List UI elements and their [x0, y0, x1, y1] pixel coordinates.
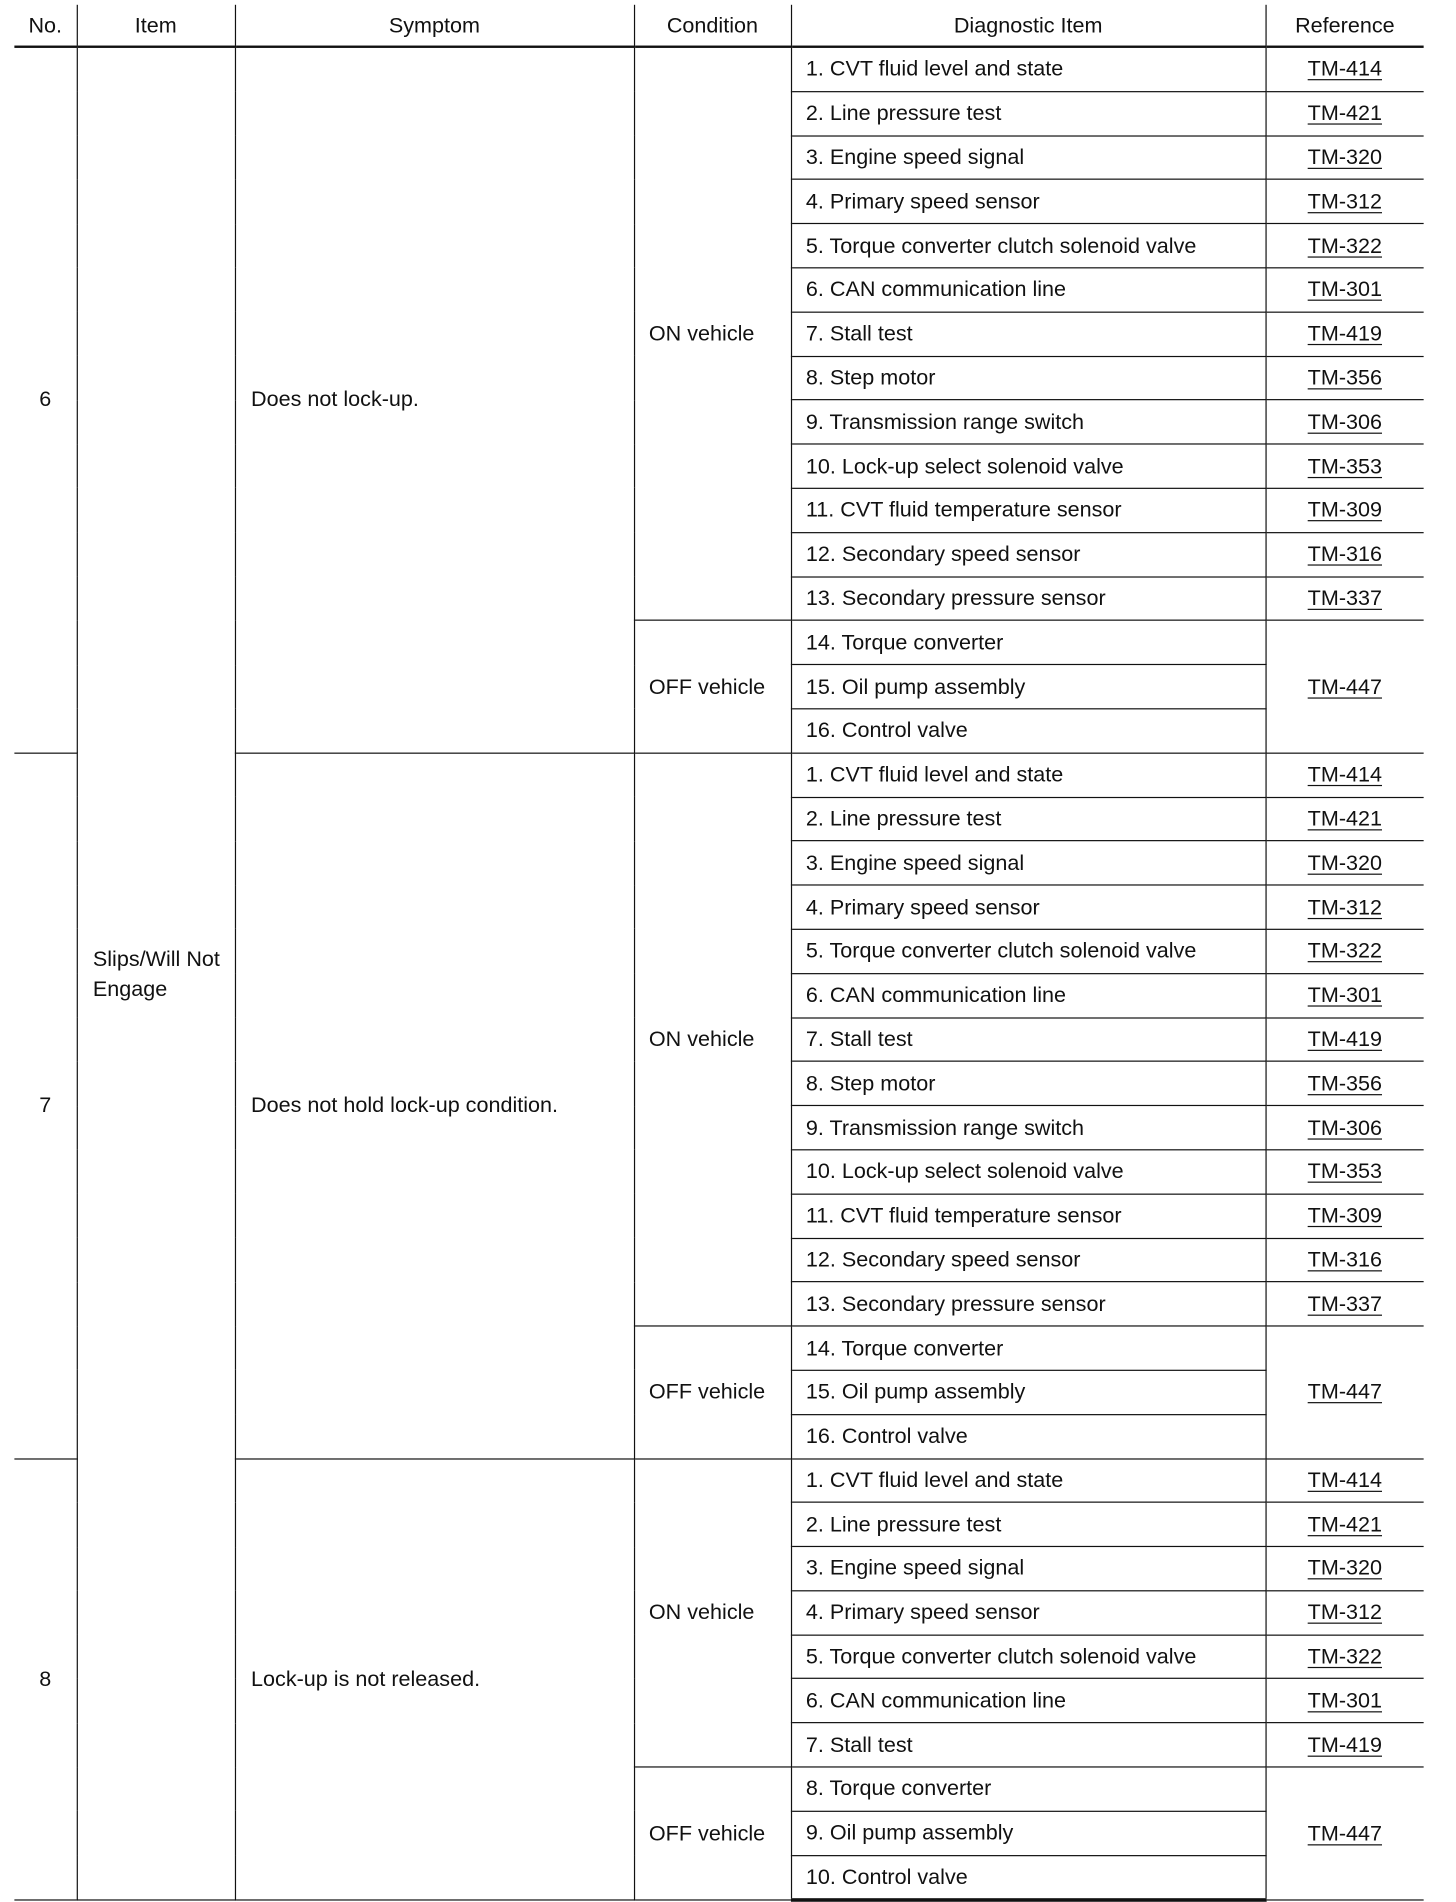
reference-cell [1265, 797, 1423, 841]
diagnostic-item-cell: 4. Primary speed sensor [791, 180, 1266, 224]
diagnostic-item-cell: 9. Transmission range switch [791, 1106, 1266, 1150]
diagnostic-item-cell: 13. Secondary pressure sensor [791, 576, 1266, 620]
reference-cell [1265, 136, 1423, 180]
reference-cell [1265, 576, 1423, 620]
reference-link[interactable]: TM-337 [1307, 1291, 1382, 1316]
diagnostic-item-cell: 9. Transmission range switch [791, 400, 1266, 444]
reference-cell [1265, 400, 1423, 444]
reference-cell [1265, 1150, 1423, 1194]
reference-link[interactable]: TM-309 [1307, 1203, 1382, 1228]
reference-link[interactable]: TM-306 [1307, 1115, 1382, 1140]
header-diagnostic-item: Diagnostic Item [791, 5, 1266, 47]
diagnostic-item-cell: 8. Step motor [791, 356, 1266, 400]
reference-cell [1265, 973, 1423, 1017]
header-symptom: Symptom [235, 5, 634, 47]
diagnostic-item-cell: 15. Oil pump assembly [791, 665, 1266, 709]
reference-link[interactable]: TM-312 [1307, 189, 1382, 214]
reference-link[interactable]: TM-322 [1307, 233, 1382, 258]
diagnostic-item-cell: 12. Secondary speed sensor [791, 532, 1266, 576]
reference-link[interactable]: TM-316 [1307, 541, 1382, 566]
reference-cell [1265, 180, 1423, 224]
diagnostic-item-cell: 3. Engine speed signal [791, 841, 1266, 885]
reference-cell [1265, 1591, 1423, 1635]
reference-link[interactable]: TM-301 [1307, 982, 1382, 1007]
reference-cell [1265, 1194, 1423, 1238]
reference-link[interactable]: TM-306 [1307, 409, 1382, 434]
header-no: No. [14, 5, 76, 47]
reference-cell [1265, 1017, 1423, 1061]
header-condition: Condition [634, 5, 791, 47]
reference-cell [1265, 1767, 1423, 1900]
reference-link[interactable]: TM-322 [1307, 1644, 1382, 1669]
reference-cell [1265, 1326, 1423, 1458]
diagnostic-item-cell: 15. Oil pump assembly [791, 1370, 1266, 1414]
diagnostic-item-cell: 5. Torque converter clutch solenoid valve [791, 224, 1266, 268]
reference-link[interactable]: TM-301 [1307, 1688, 1382, 1713]
reference-cell [1265, 885, 1423, 929]
reference-cell [1265, 1547, 1423, 1591]
condition-cell: OFF vehicle [634, 1767, 791, 1900]
diagnostic-item-cell: 3. Engine speed signal [791, 136, 1266, 180]
reference-link[interactable]: TM-301 [1307, 277, 1382, 302]
diagnostic-item-cell: 2. Line pressure test [791, 1502, 1266, 1546]
reference-cell [1265, 532, 1423, 576]
reference-link[interactable]: TM-421 [1307, 1511, 1382, 1536]
diagnostic-item-cell: 12. Secondary speed sensor [791, 1238, 1266, 1282]
reference-cell [1265, 268, 1423, 312]
table-row [14, 47, 1423, 92]
reference-link[interactable]: TM-414 [1307, 1467, 1382, 1492]
condition-cell: ON vehicle [634, 753, 791, 1326]
header-item: Item [77, 5, 235, 47]
reference-cell [1265, 1062, 1423, 1106]
reference-link[interactable]: TM-414 [1307, 56, 1382, 81]
diagnostic-item-cell: 9. Oil pump assembly [791, 1811, 1266, 1855]
reference-cell [1265, 488, 1423, 532]
diagnostic-item-cell: 10. Lock-up select solenoid valve [791, 1150, 1266, 1194]
reference-link[interactable]: TM-356 [1307, 1070, 1382, 1095]
reference-cell [1265, 1458, 1423, 1502]
condition-cell: ON vehicle [634, 1458, 791, 1767]
reference-cell [1265, 621, 1423, 753]
reference-link[interactable]: TM-447 [1307, 674, 1382, 699]
reference-link[interactable]: TM-353 [1307, 1159, 1382, 1184]
condition-cell: ON vehicle [634, 47, 791, 621]
row-number-cell: 6 [14, 47, 76, 753]
reference-link[interactable]: TM-419 [1307, 321, 1382, 346]
table-body [14, 47, 1423, 1901]
diagnostic-item-cell: 4. Primary speed sensor [791, 1591, 1266, 1635]
reference-link[interactable]: TM-353 [1307, 453, 1382, 478]
symptom-cell: Lock-up is not released. [235, 1458, 634, 1900]
diagnostic-item-cell: 2. Line pressure test [791, 91, 1266, 135]
reference-link[interactable]: TM-320 [1307, 850, 1382, 875]
diagnostic-item-cell: 2. Line pressure test [791, 797, 1266, 841]
diagnostic-item-cell: 11. CVT fluid temperature sensor [791, 488, 1266, 532]
reference-link[interactable]: TM-320 [1307, 1556, 1382, 1581]
reference-link[interactable]: TM-447 [1307, 1379, 1382, 1404]
reference-link[interactable]: TM-312 [1307, 1600, 1382, 1625]
reference-cell [1265, 224, 1423, 268]
reference-link[interactable]: TM-320 [1307, 144, 1382, 169]
diagnostic-item-cell: 14. Torque converter [791, 1326, 1266, 1370]
reference-cell [1265, 91, 1423, 135]
reference-link[interactable]: TM-414 [1307, 762, 1382, 787]
condition-cell: OFF vehicle [634, 1326, 791, 1458]
reference-cell [1265, 1635, 1423, 1679]
diagnostic-item-cell: 3. Engine speed signal [791, 1547, 1266, 1591]
reference-link[interactable]: TM-419 [1307, 1732, 1382, 1757]
reference-link[interactable]: TM-447 [1307, 1821, 1382, 1846]
table-header-row [14, 5, 1423, 47]
diagnostic-item-cell: 5. Torque converter clutch solenoid valve [791, 929, 1266, 973]
symptom-cell: Does not lock-up. [235, 47, 634, 753]
diagnostic-item-cell: 7. Stall test [791, 1017, 1266, 1061]
reference-link[interactable]: TM-419 [1307, 1026, 1382, 1051]
reference-cell [1265, 356, 1423, 400]
diagnostic-item-cell: 10. Control valve [791, 1855, 1266, 1900]
reference-link[interactable]: TM-421 [1307, 806, 1382, 831]
diagnostic-item-cell: 11. CVT fluid temperature sensor [791, 1194, 1266, 1238]
reference-cell [1265, 753, 1423, 797]
reference-cell [1265, 1502, 1423, 1546]
diagnostic-item-cell: 1. CVT fluid level and state [791, 753, 1266, 797]
reference-link[interactable]: TM-421 [1307, 100, 1382, 125]
diagnostic-item-cell: 16. Control valve [791, 1414, 1266, 1458]
reference-link[interactable]: TM-322 [1307, 938, 1382, 963]
diagnostic-item-cell: 7. Stall test [791, 1723, 1266, 1767]
row-number-cell: 8 [14, 1458, 76, 1900]
reference-link[interactable]: TM-316 [1307, 1247, 1382, 1272]
diagnostic-item-cell: 16. Control valve [791, 709, 1266, 753]
diagnostic-item-cell: 7. Stall test [791, 312, 1266, 356]
reference-link[interactable]: TM-312 [1307, 894, 1382, 919]
diagnostic-item-cell: 6. CAN communication line [791, 1679, 1266, 1723]
diagnostic-item-cell: 6. CAN communication line [791, 973, 1266, 1017]
reference-cell [1265, 444, 1423, 488]
reference-cell [1265, 312, 1423, 356]
diagnostic-item-cell: 4. Primary speed sensor [791, 885, 1266, 929]
reference-cell [1265, 1238, 1423, 1282]
condition-cell: OFF vehicle [634, 621, 791, 753]
reference-link[interactable]: TM-309 [1307, 497, 1382, 522]
item-cell: Slips/Will Not Engage [77, 47, 235, 1901]
reference-cell [1265, 1679, 1423, 1723]
diagnostic-item-cell: 13. Secondary pressure sensor [791, 1282, 1266, 1326]
reference-link[interactable]: TM-337 [1307, 585, 1382, 610]
reference-link[interactable]: TM-356 [1307, 365, 1382, 390]
reference-cell [1265, 841, 1423, 885]
diagnostic-item-cell: 6. CAN communication line [791, 268, 1266, 312]
reference-cell [1265, 1282, 1423, 1326]
diagnosis-table [14, 5, 1423, 1902]
reference-cell [1265, 1723, 1423, 1767]
diagnostic-item-cell: 8. Torque converter [791, 1767, 1266, 1811]
diagnostic-item-cell: 5. Torque converter clutch solenoid valve [791, 1635, 1266, 1679]
diagnostic-item-cell: 14. Torque converter [791, 621, 1266, 665]
reference-cell [1265, 929, 1423, 973]
diagnostic-item-cell: 8. Step motor [791, 1062, 1266, 1106]
header-reference: Reference [1265, 5, 1423, 47]
diagnostic-item-cell: 10. Lock-up select solenoid valve [791, 444, 1266, 488]
row-number-cell: 7 [14, 753, 76, 1459]
reference-cell [1265, 1106, 1423, 1150]
diagnostic-item-cell: 1. CVT fluid level and state [791, 47, 1266, 92]
diagnostic-item-cell: 1. CVT fluid level and state [791, 1458, 1266, 1502]
symptom-cell: Does not hold lock-up condition. [235, 753, 634, 1459]
reference-cell [1265, 47, 1423, 92]
